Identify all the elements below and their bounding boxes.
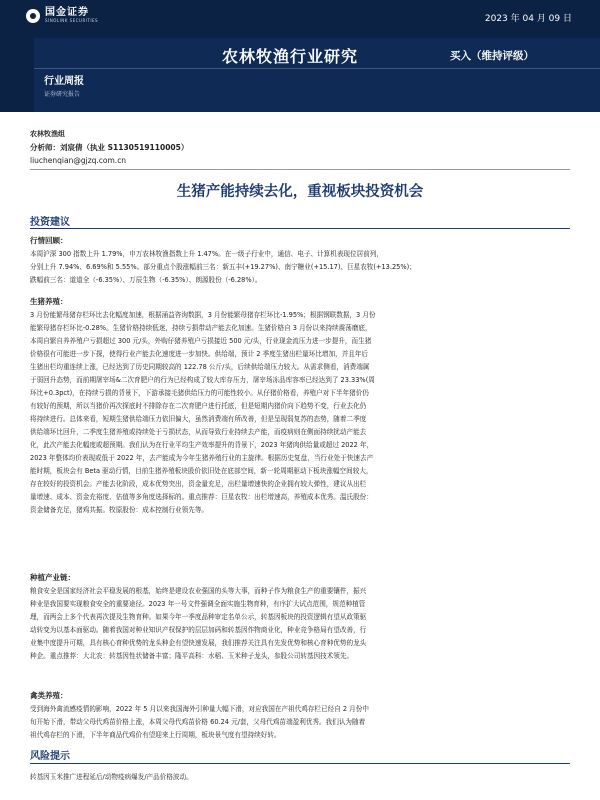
brand-name: 国金证券 xyxy=(45,7,89,18)
report-subtype: 证券研究报告 xyxy=(44,91,81,98)
report-date: 2023 年 04 月 09 日 xyxy=(484,14,572,24)
subhead-market: 行情回顾： xyxy=(30,236,68,245)
rating-label: 买入（维持评级） xyxy=(450,50,534,62)
brand-name-en: SINOLINK SECURITIES xyxy=(45,18,99,23)
brand-logo-icon xyxy=(26,9,40,23)
section-divider xyxy=(30,763,570,764)
analyst-email: liuchenqian@gjzq.com.cn xyxy=(30,156,127,165)
subhead-pig: 生猪养殖： xyxy=(30,297,68,306)
brand-logo xyxy=(26,8,98,23)
report-type: 行业周报 xyxy=(44,76,84,87)
section-title-risk: 风险提示 xyxy=(30,751,70,762)
analyst-name: 分析师：刘宸倩（执业 S1130519110005） xyxy=(30,143,189,152)
divider xyxy=(30,169,570,170)
subhead-seed: 种植产业链： xyxy=(30,573,75,582)
section-divider xyxy=(30,228,570,229)
paragraph-pig: 3 月份能繁母猪存栏环比去化幅度加速，根据涌益咨询数据，3 月份能繁母猪存栏环比-1.95%；根据钢联数据，3 月份 能繁母猪存栏环比-0.28%。生猪价格持续低迷，持续亏损带动产能去化加速。生猪价格自 3 月份以来持续震荡磨底， 本周自繁自养养殖户亏损超过 300 元/头，外购仔猪养殖户亏损接近 500 元/头，行业现金流压力进一步提升，而生猪 价格很有可能进一步下探，使得行业产能去化速度进一步加快。供给端，预计 2 季度生猪出栏量环比增加，并且年后 生猪出栏均重连续上涨，已经达到了历史同期较高的 122.78 公斤/头，后续供给端压力较大。从需求侧看，消费端属 于弱回升态势，而前期屠宰场&二次育肥户的行为已经构成了较大库存压力，屠宰场冻品库容率已经达到了 23.33%(周 环比+0.3pct)，在持续亏损的背景下，下游承接毛猪供给压力的可能性较小。从仔猪价格看，养殖户对下半年猪价仍 有较好的预期，所以当猪价再次探底时不排除存在二次育肥户进行托底，但是短期内猪价向下趋势不变，行业去化仍 将持续进行。总体来看，短期生猪供给端压力依旧偏大，虽然消费端有所改善，但是呈现弱复苏的态势，随着二季度 供给端环比回升，二季度生猪养殖或持续处于亏损状态，从而导致行业持续去产能，而疫病则在侧面持续扰动产能去 化，此次产能去化幅度或超预期。我们认为在行业平均生产效率提升的背景下，2023 年猪肉供给量或超过 2022 年， 2023 年整体均价表现或低于 2022 年，去产能成为今年生猪养殖行业的主旋律。根据历史复盘，当行业处于快速去产 能时期，板块会有 Beta 驱动行情，目前生猪养殖板块股价依旧处在底部空间，新一轮周期驱动下板块涨幅空间较大， 存在较好的投资机会。产能去化阶段，成本优势突出，资金量充足，出栏量增速快的企业拥有较大弹性，建议从出栏 量增速、成本、资金充裕度、估值等多角度选择标的。重点推荐：巨星农牧：出栏增速高，养殖成本优秀。温氏股份： 资金储备充足，猪鸡共振。牧原股份：成本控制行业领先等。 xyxy=(30,311,376,514)
analyst-block xyxy=(30,129,570,165)
report-title: 农林牧渔行业研究 xyxy=(222,47,359,66)
headline: 生猪产能持续去化，重视板块投资机会 xyxy=(176,184,424,200)
risk-text: 转基因玉米推广进程延后/动物疫病爆发/产品价格波动。 xyxy=(30,773,193,781)
analyst-group: 农林牧渔组 xyxy=(30,130,65,138)
paragraph-poultry: 受到海外禽流感疫情的影响，2022 年 5 月以来我国海外引种量大幅下滑，对应我国在产祖代鸡存栏已经自 2 月份中 旬开始下滑，带动父母代鸡苗价格上涨，本周父母代鸡苗价格 60.24 元/套，父母代鸡苗端盈利优秀。我们认为随着 祖代鸡存栏的下滑，下半年商品代鸡价有望迎来上行周期，板块景气度有望持续好转。 xyxy=(30,705,369,739)
paragraph-seed: 粮食安全是国家经济社会平稳发展的根基，始终是建设农业强国的头等大事，而种子作为粮食生产的重要镶件，振兴 种业是我国要实现粮食安全的重要途径。2023 年一号文件强调全面实施生物育种，有序扩大试点范围，规范种植管 理，而两会上多个代表再次提及生物育种。如果今年一季度品种审定名单公示，转基因板块的投资逻辑有望从政策驱 动转变为以基本面驱动。随着我国对种业知识产权保护的层层加码和转基因作物商业化，种业竞争格局有望改善，行 业集中度提升可期，具有核心育种优势的龙头种企有望快速发展，我们推荐关注具有先发优势和核心育种优势的龙头 种企。重点推荐：大北农：转基因性状储备丰富；隆平高科：水稻、玉米种子龙头，参股公司转基因技术领先。 xyxy=(30,587,367,660)
section-title-advice: 投资建议 xyxy=(30,217,70,228)
paragraph-market: 本周沪深 300 指数上升 1.79%，申万农林牧渔指数上升 1.47%。在一级子行业中，通信、电子、计算机表现位居前列， 分别上升 7.94%、6.69%和 5.55%。部分重点个股涨幅前三名：新五丰(+19.27%)、南宁糖业(+15.17)、巨星农牧(+13.25%)； 跌幅前三名：道道全（-6.35%）、万辰生物（-6.35%）、朗源股份（-6.28%）。 xyxy=(30,250,416,284)
subhead-poultry: 禽类养殖： xyxy=(30,691,68,700)
